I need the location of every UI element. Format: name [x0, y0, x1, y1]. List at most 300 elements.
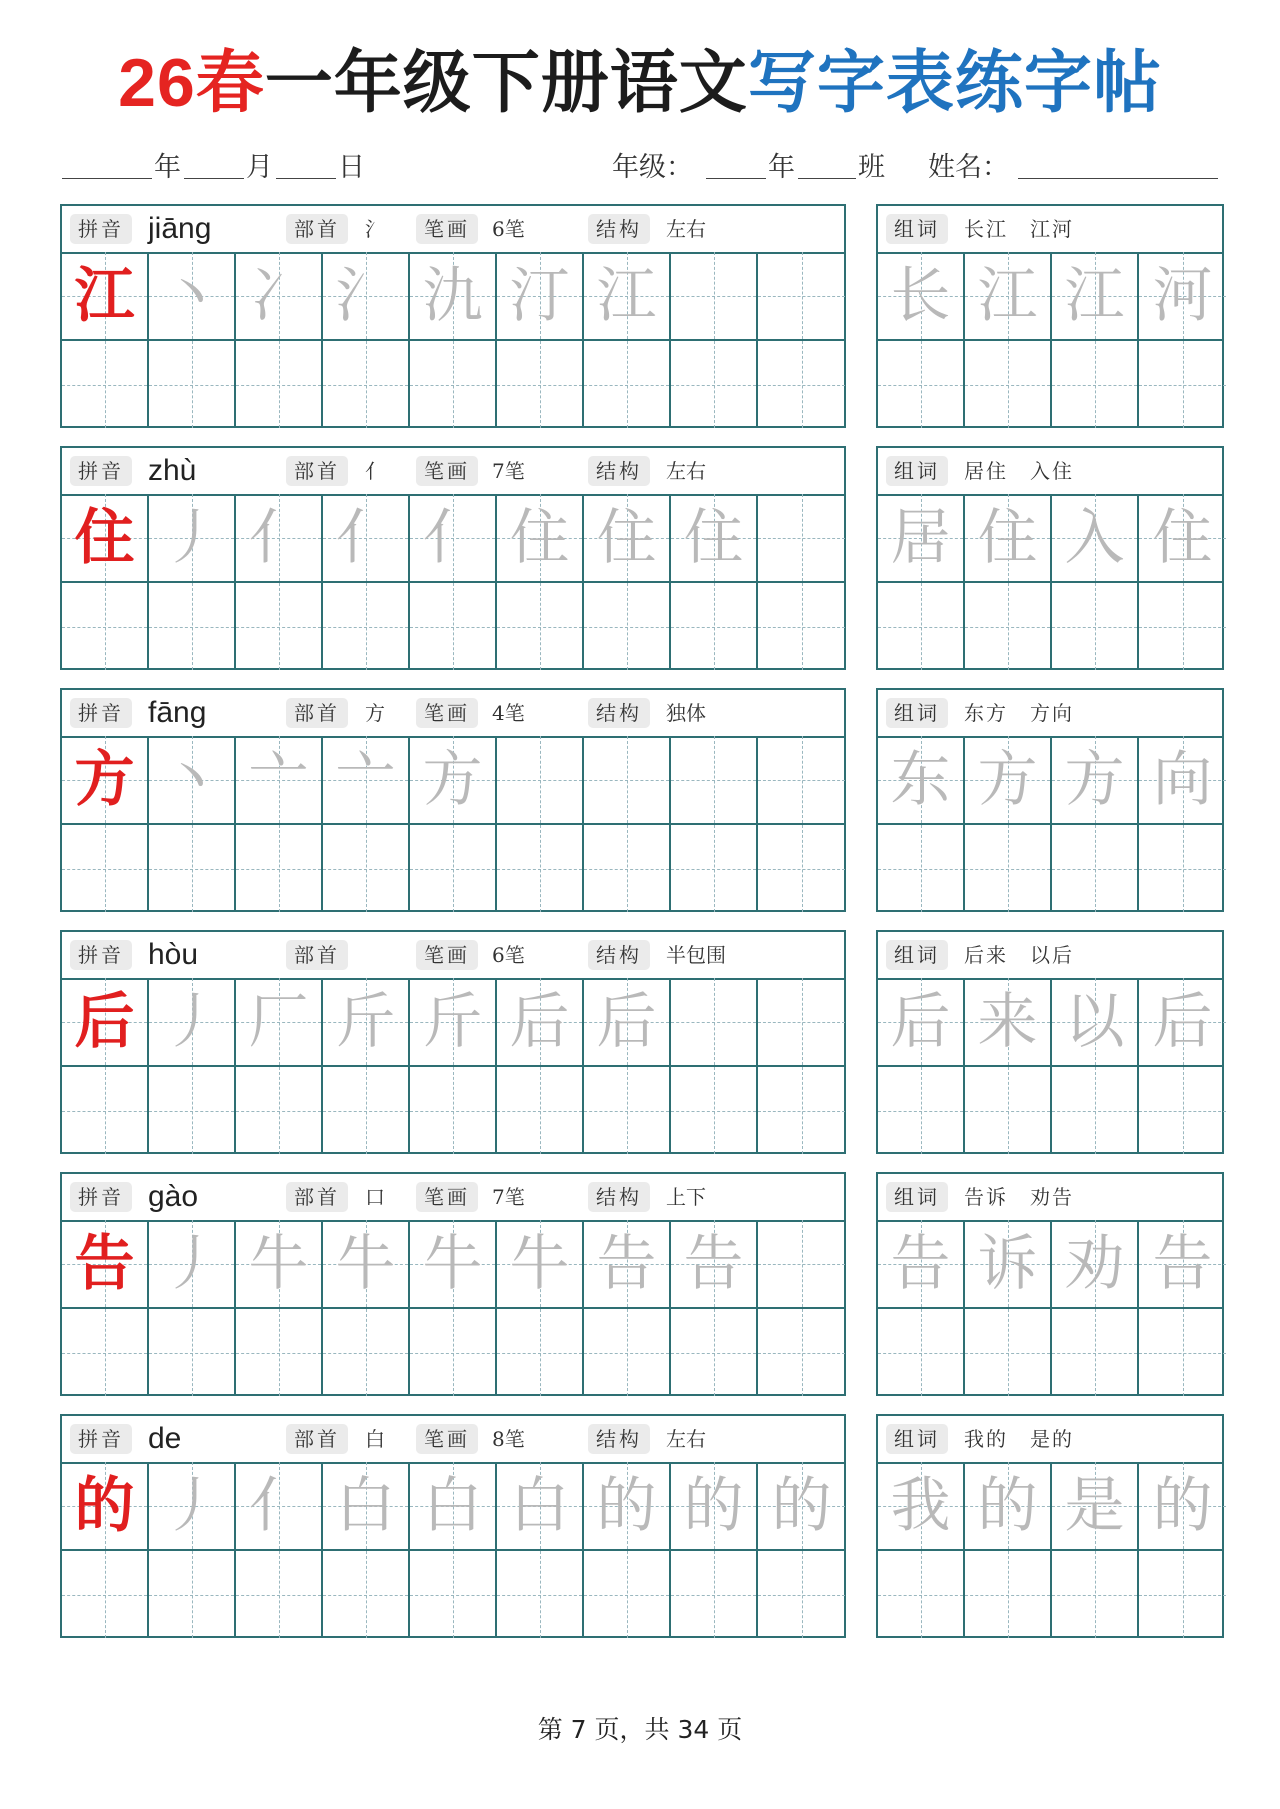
stroke-step-char: 丶 [161, 260, 222, 331]
grid-cell[interactable] [62, 341, 149, 428]
grid-cell[interactable] [410, 583, 497, 670]
name-blank[interactable] [1018, 178, 1218, 179]
word-trace-char: 住 [977, 502, 1038, 573]
word-info-header [878, 1416, 1222, 1464]
strokes-tag: 笔画 [416, 1424, 478, 1454]
grid-cell[interactable] [671, 1309, 758, 1396]
word-trace-char: 向 [1152, 744, 1213, 815]
char-practice-block [60, 1414, 846, 1638]
char-info-header [62, 932, 844, 980]
grid-cell[interactable] [878, 1309, 965, 1396]
words-tag: 组词 [886, 1424, 948, 1454]
practice-row [62, 1065, 844, 1154]
radical-value: 方 [365, 701, 385, 725]
grid-cell[interactable] [497, 1067, 584, 1154]
stroke-order-row [62, 736, 844, 823]
grid-cell[interactable] [1052, 1462, 1139, 1549]
grid-cell[interactable] [236, 1309, 323, 1396]
grid-cell[interactable] [410, 341, 497, 428]
grid-cell[interactable] [323, 825, 410, 912]
grid-cell[interactable] [758, 341, 845, 428]
word-trace-row [878, 1220, 1222, 1307]
practice-row [878, 1549, 1222, 1638]
grid-cell[interactable] [758, 978, 845, 1065]
grid-cell[interactable] [323, 252, 410, 339]
grid-cell[interactable] [671, 1220, 758, 1307]
target-char: 方 [74, 744, 135, 815]
words-value: 告诉 劝告 [964, 1185, 1074, 1209]
stroke-step-char: 斤 [335, 986, 396, 1057]
stroke-step-char: 厂 [248, 986, 309, 1057]
stroke-step-char: 牛 [248, 1228, 309, 1299]
class-blank[interactable] [798, 178, 856, 179]
radical-value: 亻 [365, 459, 385, 483]
grid-cell[interactable] [236, 1067, 323, 1154]
page-footer: 第 7 页，共 34 页 [537, 1715, 743, 1744]
stroke-order-row [62, 978, 844, 1065]
grid-cell[interactable] [1052, 583, 1139, 670]
structure-value: 半包围 [666, 943, 726, 967]
grid-cell[interactable] [1139, 736, 1226, 823]
stroke-step-char: 丿 [161, 986, 222, 1057]
grid-cell[interactable] [584, 1067, 671, 1154]
words-value: 后来 以后 [964, 943, 1074, 967]
grid-cell[interactable] [410, 1309, 497, 1396]
grid-cell[interactable] [965, 1462, 1052, 1549]
grid-cell[interactable] [965, 1220, 1052, 1307]
word-trace-char: 江 [977, 260, 1038, 331]
grid-cell[interactable] [671, 1551, 758, 1638]
strokes-value: 7笔 [492, 1185, 525, 1209]
grid-cell[interactable] [149, 341, 236, 428]
day-blank[interactable] [276, 178, 336, 179]
grid-cell[interactable] [878, 1462, 965, 1549]
grid-cell[interactable] [62, 825, 149, 912]
pinyin-value: fāng [148, 696, 207, 729]
words-tag: 组词 [886, 214, 948, 244]
grid-cell[interactable] [1139, 1309, 1226, 1396]
practice-row [878, 339, 1222, 428]
grid-cell[interactable] [62, 252, 149, 339]
char-info-header [62, 690, 844, 738]
grid-cell[interactable] [149, 1309, 236, 1396]
tianzige-grid [62, 494, 844, 668]
stroke-step-char: 亻 [422, 502, 483, 573]
grade-blank[interactable] [706, 178, 766, 179]
grid-cell[interactable] [149, 1067, 236, 1154]
grid-cell[interactable] [758, 1067, 845, 1154]
stroke-step-char: 的 [683, 1470, 744, 1541]
grid-cell[interactable] [323, 494, 410, 581]
word-trace-char: 劝 [1064, 1228, 1125, 1299]
grid-cell[interactable] [965, 1309, 1052, 1396]
grid-cell[interactable] [236, 825, 323, 912]
word-trace-char: 诉 [977, 1228, 1038, 1299]
pinyin-tag: 拼音 [70, 1424, 132, 1454]
grid-cell[interactable] [1052, 1551, 1139, 1638]
date-line [0, 148, 1280, 188]
grid-cell[interactable] [323, 1067, 410, 1154]
grid-cell[interactable] [62, 1067, 149, 1154]
grid-cell[interactable] [584, 1462, 671, 1549]
grid-cell[interactable] [1139, 583, 1226, 670]
grid-cell[interactable] [497, 978, 584, 1065]
grid-cell[interactable] [671, 825, 758, 912]
practice-row [878, 581, 1222, 670]
structure-tag: 结构 [588, 1424, 650, 1454]
grid-cell[interactable] [758, 736, 845, 823]
grid-cell[interactable] [1052, 252, 1139, 339]
words-tag: 组词 [886, 940, 948, 970]
grid-cell[interactable] [758, 825, 845, 912]
grid-cell[interactable] [236, 736, 323, 823]
stroke-step-char: 住 [596, 502, 657, 573]
grid-cell[interactable] [149, 978, 236, 1065]
word-trace-char: 来 [977, 986, 1038, 1057]
page-title [0, 38, 1280, 128]
grid-cell[interactable] [1139, 1462, 1226, 1549]
strokes-tag: 笔画 [416, 456, 478, 486]
word-trace-char: 东 [890, 744, 951, 815]
pinyin-tag: 拼音 [70, 940, 132, 970]
grid-cell[interactable] [1052, 978, 1139, 1065]
structure-tag: 结构 [588, 1182, 650, 1212]
class-label: 班 [858, 152, 885, 183]
grid-cell[interactable] [62, 736, 149, 823]
structure-value: 左右 [666, 1427, 706, 1451]
grid-cell[interactable] [878, 978, 965, 1065]
word-trace-row [878, 252, 1222, 339]
tianzige-grid [878, 978, 1222, 1152]
grid-cell[interactable] [62, 583, 149, 670]
grid-cell[interactable] [149, 583, 236, 670]
stroke-step-char: 牛 [335, 1228, 396, 1299]
grid-cell[interactable] [1139, 1551, 1226, 1638]
grid-cell[interactable] [1139, 978, 1226, 1065]
stroke-step-char: 的 [596, 1470, 657, 1541]
grid-cell[interactable] [965, 494, 1052, 581]
grid-cell[interactable] [584, 1551, 671, 1638]
grid-cell[interactable] [236, 252, 323, 339]
grid-cell[interactable] [497, 583, 584, 670]
char-practice-block [60, 446, 846, 670]
stroke-step-char: 氵 [335, 260, 396, 331]
tianzige-grid [62, 252, 844, 426]
grid-cell[interactable] [1139, 1220, 1226, 1307]
grid-cell[interactable] [878, 736, 965, 823]
grid-cell[interactable] [149, 736, 236, 823]
grid-cell[interactable] [62, 978, 149, 1065]
grid-cell[interactable] [584, 1309, 671, 1396]
structure-value: 左右 [666, 459, 706, 483]
grid-cell[interactable] [323, 978, 410, 1065]
word-info-header [878, 690, 1222, 738]
grid-cell[interactable] [410, 978, 497, 1065]
grid-cell[interactable] [410, 494, 497, 581]
month-blank[interactable] [184, 178, 244, 179]
tianzige-grid [878, 494, 1222, 668]
grid-cell[interactable] [149, 1462, 236, 1549]
word-practice-block [876, 446, 1224, 670]
radical-tag: 部首 [286, 940, 348, 970]
grid-cell[interactable] [497, 341, 584, 428]
words-tag: 组词 [886, 456, 948, 486]
word-trace-char: 居 [890, 502, 951, 573]
words-tag: 组词 [886, 698, 948, 728]
stroke-step-char: 丿 [161, 502, 222, 573]
stroke-step-char: 白 [509, 1470, 570, 1541]
grid-cell[interactable] [758, 494, 845, 581]
word-practice-block [876, 930, 1224, 1154]
grid-cell[interactable] [323, 736, 410, 823]
grid-cell[interactable] [584, 978, 671, 1065]
structure-tag: 结构 [588, 698, 650, 728]
stroke-step-char: 方 [422, 744, 483, 815]
grid-cell[interactable] [1052, 1220, 1139, 1307]
grid-cell[interactable] [1052, 736, 1139, 823]
grid-cell[interactable] [878, 252, 965, 339]
stroke-step-char: 亠 [335, 744, 396, 815]
grid-cell[interactable] [965, 1551, 1052, 1638]
strokes-tag: 笔画 [416, 940, 478, 970]
grid-cell[interactable] [149, 1551, 236, 1638]
char-practice-block [60, 204, 846, 428]
grid-cell[interactable] [965, 978, 1052, 1065]
grid-cell[interactable] [323, 1551, 410, 1638]
grid-cell[interactable] [758, 1551, 845, 1638]
grid-cell[interactable] [584, 583, 671, 670]
grid-cell[interactable] [236, 494, 323, 581]
structure-value: 独体 [666, 701, 706, 725]
radical-tag: 部首 [286, 456, 348, 486]
grid-cell[interactable] [584, 1220, 671, 1307]
grid-cell[interactable] [149, 825, 236, 912]
grid-cell[interactable] [1139, 825, 1226, 912]
year-blank[interactable] [62, 178, 152, 179]
stroke-order-row [62, 494, 844, 581]
grid-cell[interactable] [410, 1067, 497, 1154]
grid-cell[interactable] [758, 1309, 845, 1396]
grid-cell[interactable] [965, 825, 1052, 912]
grid-cell[interactable] [671, 736, 758, 823]
word-info-header [878, 932, 1222, 980]
grid-cell[interactable] [584, 736, 671, 823]
stroke-step-char: 亻 [335, 502, 396, 573]
grid-cell[interactable] [1139, 252, 1226, 339]
grid-cell[interactable] [323, 341, 410, 428]
grid-cell[interactable] [323, 583, 410, 670]
char-info-header [62, 1174, 844, 1222]
grid-cell[interactable] [236, 978, 323, 1065]
grid-cell[interactable] [62, 1551, 149, 1638]
radical-value: 氵 [365, 217, 385, 241]
grid-cell[interactable] [671, 978, 758, 1065]
tianzige-grid [62, 1220, 844, 1394]
target-char: 住 [74, 502, 135, 573]
grid-cell[interactable] [878, 341, 965, 428]
structure-value: 上下 [666, 1185, 706, 1209]
grid-cell[interactable] [878, 1551, 965, 1638]
grid-cell[interactable] [671, 1462, 758, 1549]
grid-cell[interactable] [323, 1309, 410, 1396]
grid-cell[interactable] [323, 1220, 410, 1307]
stroke-step-char: 牛 [422, 1228, 483, 1299]
word-trace-char: 告 [890, 1228, 951, 1299]
practice-row [62, 581, 844, 670]
grid-cell[interactable] [497, 1309, 584, 1396]
stroke-step-char: 告 [683, 1228, 744, 1299]
grid-cell[interactable] [878, 825, 965, 912]
name-label: 姓名： [928, 152, 1009, 183]
grid-cell[interactable] [1052, 1309, 1139, 1396]
grid-cell[interactable] [758, 1462, 845, 1549]
grid-cell[interactable] [1052, 341, 1139, 428]
grid-cell[interactable] [965, 1067, 1052, 1154]
stroke-step-char: 后 [596, 986, 657, 1057]
grid-cell[interactable] [149, 252, 236, 339]
grid-cell[interactable] [149, 1220, 236, 1307]
char-info-header [62, 206, 844, 254]
grid-cell[interactable] [62, 1462, 149, 1549]
grid-cell[interactable] [1139, 1067, 1226, 1154]
grid-cell[interactable] [584, 341, 671, 428]
title-year: 26春 [118, 45, 265, 121]
stroke-step-char: 丿 [161, 1228, 222, 1299]
grid-cell[interactable] [1139, 494, 1226, 581]
word-trace-char: 后 [890, 986, 951, 1057]
radical-tag: 部首 [286, 1182, 348, 1212]
grid-cell[interactable] [878, 494, 965, 581]
grid-cell[interactable] [497, 1220, 584, 1307]
stroke-step-char: 亻 [248, 1470, 309, 1541]
grid-cell[interactable] [236, 583, 323, 670]
stroke-step-char: 的 [771, 1470, 832, 1541]
grid-cell[interactable] [236, 1551, 323, 1638]
grid-cell[interactable] [1052, 1067, 1139, 1154]
stroke-step-char: 住 [683, 502, 744, 573]
word-trace-char: 方 [1064, 744, 1125, 815]
grid-cell[interactable] [671, 494, 758, 581]
grid-cell[interactable] [965, 252, 1052, 339]
radical-tag: 部首 [286, 214, 348, 244]
practice-row [878, 823, 1222, 912]
practice-row [62, 1549, 844, 1638]
grade-year-label: 年 [768, 152, 795, 183]
grid-cell[interactable] [758, 252, 845, 339]
char-info-header [62, 1416, 844, 1464]
word-practice-block [876, 1172, 1224, 1396]
grid-cell[interactable] [965, 341, 1052, 428]
grid-cell[interactable] [584, 252, 671, 339]
grid-cell[interactable] [149, 494, 236, 581]
practice-row [62, 1307, 844, 1396]
word-practice-block [876, 688, 1224, 912]
grid-cell[interactable] [410, 736, 497, 823]
char-info-header [62, 448, 844, 496]
grid-cell[interactable] [878, 1067, 965, 1154]
grid-cell[interactable] [965, 736, 1052, 823]
target-char: 告 [74, 1228, 135, 1299]
grid-cell[interactable] [965, 583, 1052, 670]
word-info-header [878, 448, 1222, 496]
word-trace-char: 告 [1152, 1228, 1213, 1299]
grid-cell[interactable] [1052, 825, 1139, 912]
grid-cell[interactable] [878, 583, 965, 670]
grid-cell[interactable] [497, 736, 584, 823]
tianzige-grid [62, 978, 844, 1152]
grid-cell[interactable] [671, 252, 758, 339]
grid-cell[interactable] [671, 583, 758, 670]
grid-cell[interactable] [497, 1551, 584, 1638]
word-trace-char: 我 [890, 1470, 951, 1541]
grid-cell[interactable] [236, 341, 323, 428]
word-trace-char: 的 [977, 1470, 1038, 1541]
word-trace-char: 住 [1152, 502, 1213, 573]
grid-cell[interactable] [410, 1220, 497, 1307]
word-trace-char: 江 [1064, 260, 1125, 331]
grid-cell[interactable] [497, 252, 584, 339]
tianzige-grid [62, 736, 844, 910]
grid-cell[interactable] [497, 825, 584, 912]
stroke-step-char: 亠 [248, 744, 309, 815]
stroke-step-char: 江 [596, 260, 657, 331]
pinyin-value: de [148, 1422, 182, 1455]
pinyin-value: zhù [148, 454, 197, 487]
words-value: 我的 是的 [964, 1427, 1074, 1451]
grid-cell[interactable] [758, 1220, 845, 1307]
stroke-step-char: 丶 [161, 744, 222, 815]
grid-cell[interactable] [236, 1220, 323, 1307]
grid-cell[interactable] [62, 494, 149, 581]
grid-cell[interactable] [410, 1551, 497, 1638]
grid-cell[interactable] [497, 494, 584, 581]
grid-cell[interactable] [1139, 341, 1226, 428]
grid-cell[interactable] [497, 1462, 584, 1549]
strokes-tag: 笔画 [416, 698, 478, 728]
word-trace-char: 方 [977, 744, 1038, 815]
stroke-step-char: 白 [422, 1470, 483, 1541]
strokes-value: 4笔 [492, 701, 525, 725]
practice-row [62, 823, 844, 912]
grid-cell[interactable] [410, 252, 497, 339]
structure-tag: 结构 [588, 214, 650, 244]
word-trace-row [878, 1462, 1222, 1549]
stroke-step-char: 斤 [422, 986, 483, 1057]
grid-cell[interactable] [410, 825, 497, 912]
words-tag: 组词 [886, 1182, 948, 1212]
grid-cell[interactable] [236, 1462, 323, 1549]
word-trace-char: 以 [1064, 986, 1125, 1057]
radical-tag: 部首 [286, 1424, 348, 1454]
grid-cell[interactable] [758, 583, 845, 670]
word-practice-block [876, 204, 1224, 428]
grid-cell[interactable] [671, 341, 758, 428]
grid-cell[interactable] [671, 1067, 758, 1154]
grid-cell[interactable] [62, 1220, 149, 1307]
grid-cell[interactable] [584, 825, 671, 912]
strokes-tag: 笔画 [416, 214, 478, 244]
grid-cell[interactable] [323, 1462, 410, 1549]
grid-cell[interactable] [62, 1309, 149, 1396]
pinyin-tag: 拼音 [70, 698, 132, 728]
practice-row [62, 339, 844, 428]
grid-cell[interactable] [584, 494, 671, 581]
grid-cell[interactable] [410, 1462, 497, 1549]
stroke-step-char: 亻 [248, 502, 309, 573]
grid-cell[interactable] [1052, 494, 1139, 581]
title-subject: 写字表练字帖 [747, 43, 1162, 123]
grid-cell[interactable] [878, 1220, 965, 1307]
